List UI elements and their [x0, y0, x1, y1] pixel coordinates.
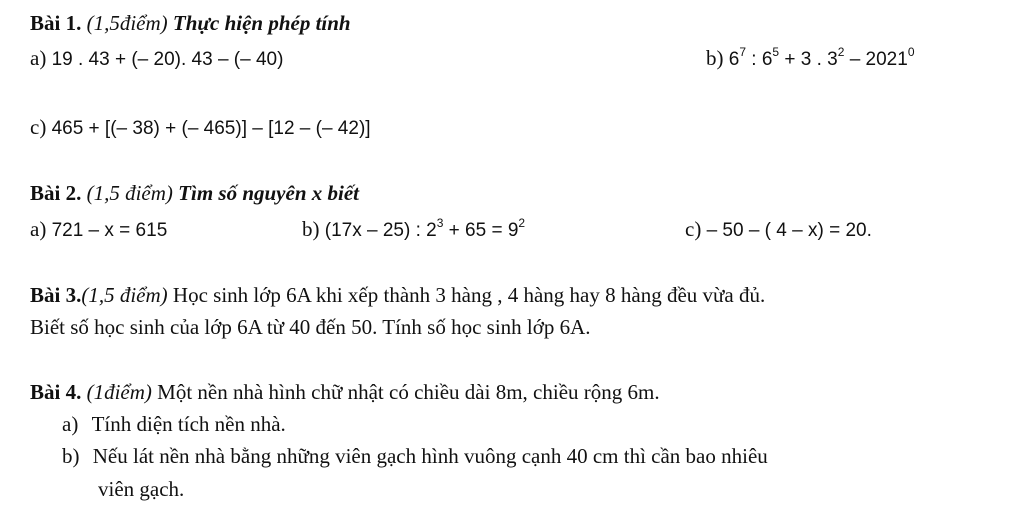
bai3-points: (1,5 điểm): [81, 283, 168, 307]
bai2-a-prefix: a): [30, 217, 47, 241]
bai4-label: Bài 4.: [30, 380, 82, 404]
bai1-points: (1,5điểm): [86, 11, 168, 35]
bai3-text2: Biết số học sinh của lớp 6A từ 40 đến 50. Tính số học sinh lớp 6A.: [30, 315, 591, 339]
bai3-label: Bài 3.: [30, 283, 82, 307]
bai1-a-prefix: a): [30, 46, 47, 70]
bai1-heading: [30, 10, 351, 36]
bai2-b-prefix: b): [302, 217, 320, 241]
bai1-c: [30, 114, 371, 142]
bai2-c: [685, 216, 872, 244]
bai2-b-expr: (17x – 25) : $2^3 + 65 = 9^2$: [324, 216, 526, 241]
bai2-heading: [30, 180, 359, 206]
bai4-heading: [30, 379, 660, 405]
bai2-a: [30, 216, 167, 244]
bai4-b-text2: viên gạch.: [98, 477, 185, 501]
bai1-b: [706, 45, 915, 73]
bai4-b-prefix: b): [62, 444, 80, 468]
bai4-a-text: Tính diện tích nền nhà.: [91, 412, 286, 436]
bai1-c-expr: 465 + [(– 38) + (– 465)] – [12 – (– 42)]: [51, 118, 371, 139]
bai2-c-prefix: c): [685, 217, 702, 241]
bai3-line1: [30, 282, 765, 308]
bai2-c-expr: – 50 – ( 4 – x) = 20.: [706, 220, 872, 241]
bai3-text1: Học sinh lớp 6A khi xếp thành 3 hàng , 4 hàng hay 8 hàng đều vừa đủ.: [167, 283, 766, 307]
bai1-label: Bài 1.: [30, 11, 82, 35]
bai1-b-expr: $6^7$ : $6^5 + 3$ . $3^2 - 2021^0$: [728, 45, 915, 70]
bai2-b: [302, 216, 525, 244]
bai1-title: Thực hiện phép tính: [172, 11, 351, 35]
bai4-a-prefix: a): [62, 412, 79, 436]
bai1-c-prefix: c): [30, 115, 47, 139]
bai3-line2: [30, 314, 591, 340]
bai2-points: (1,5 điểm): [86, 181, 173, 205]
bai4-b: [62, 443, 768, 469]
bai2-a-expr: 721 – x = 615: [51, 220, 168, 241]
bai1-a-expr: 19 . 43 + (– 20). 43 – (– 40): [51, 49, 284, 70]
bai4-text: Một nền nhà hình chữ nhật có chiều dài 8m, chiều rộng 6m.: [151, 380, 660, 404]
bai1-b-prefix: b): [706, 46, 724, 70]
bai2-label: Bài 2.: [30, 181, 82, 205]
bai2-title: Tìm số nguyên x biết: [178, 181, 359, 205]
bai4-b-cont: [98, 476, 184, 502]
bai4-b-text1: Nếu lát nền nhà bằng những viên gạch hình vuông cạnh 40 cm thì cần bao nhiêu: [92, 444, 768, 468]
bai4-points: (1điểm): [86, 380, 152, 404]
bai4-a: [62, 411, 286, 437]
bai1-a: [30, 45, 283, 73]
